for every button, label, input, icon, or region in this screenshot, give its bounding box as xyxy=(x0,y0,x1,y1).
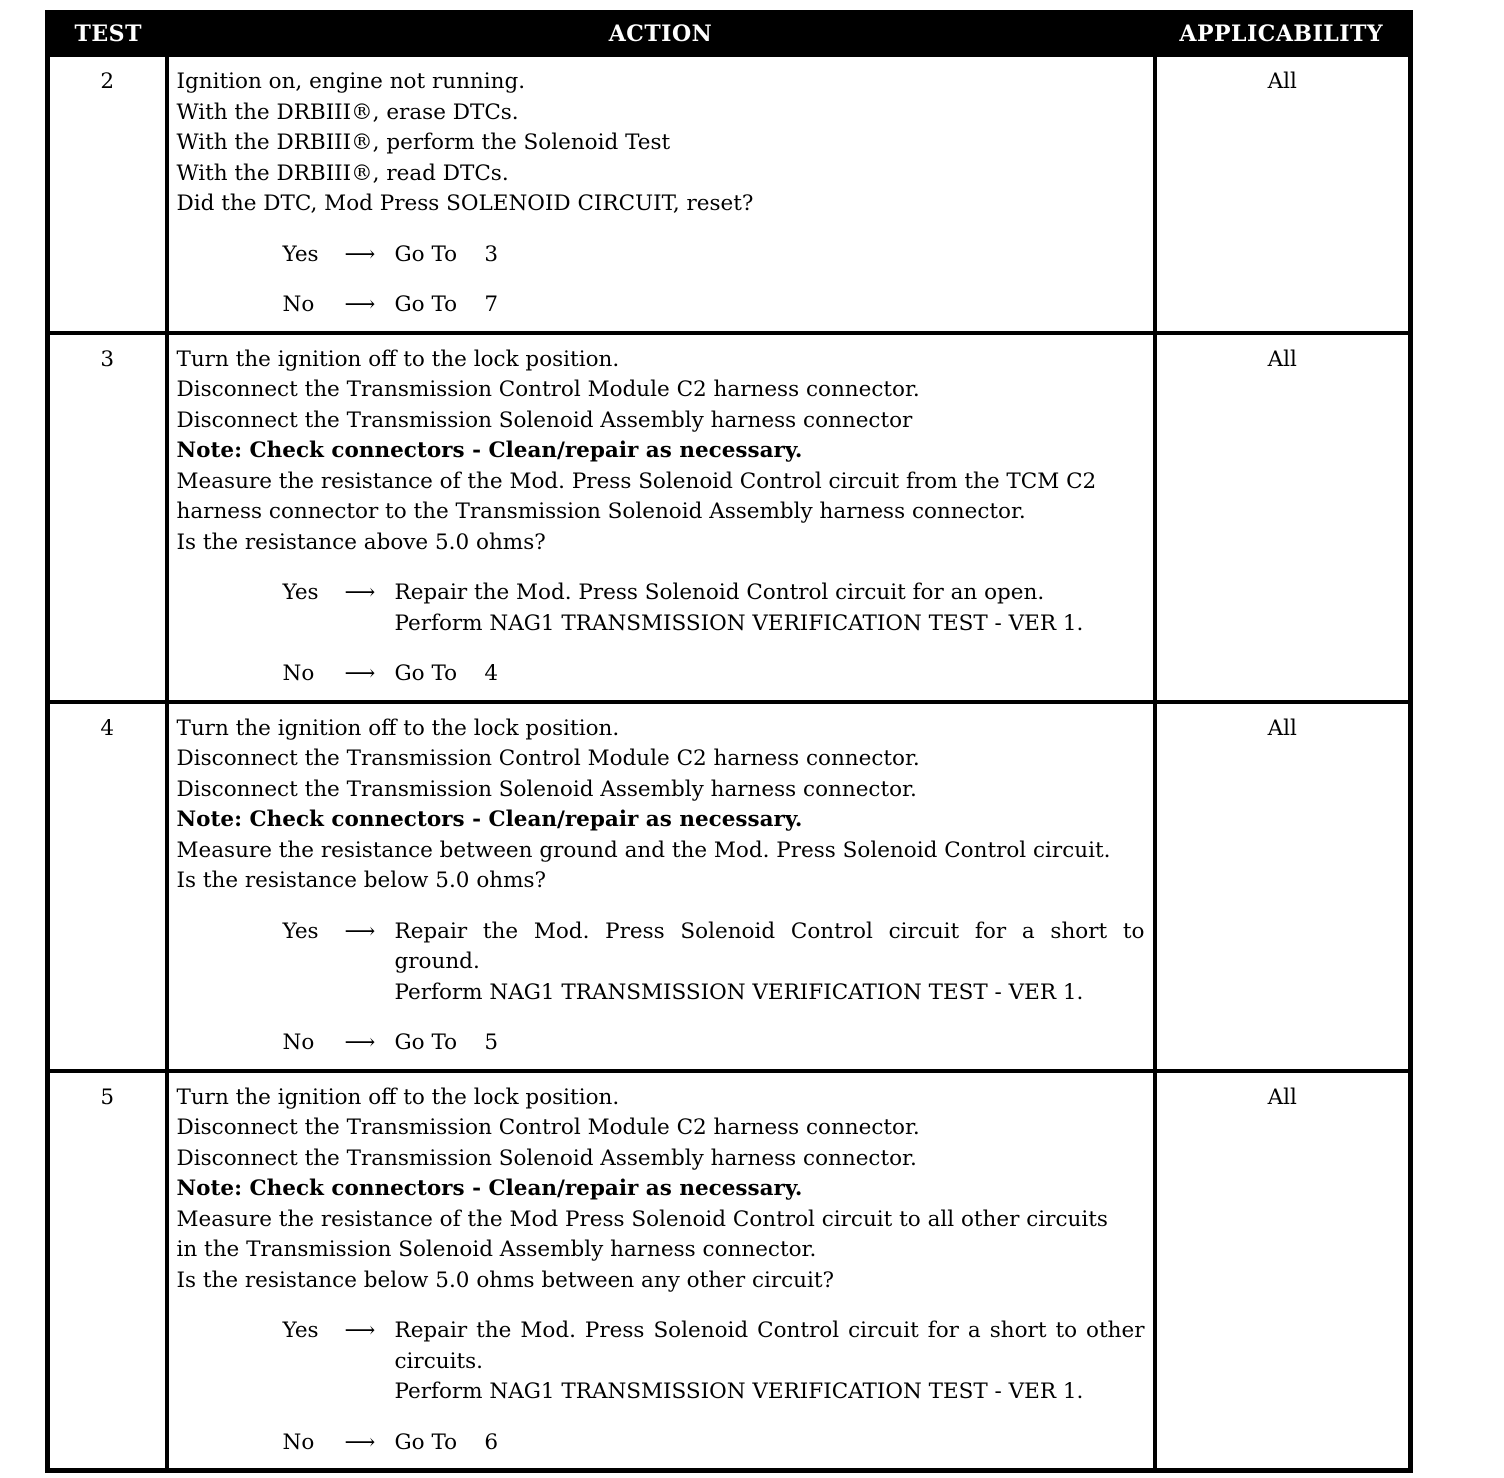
verification-instruction: Perform NAG1 TRANSMISSION VERIFICATION TEST - VER 1. xyxy=(394,1379,1084,1404)
arrow-icon: ⟶ xyxy=(344,661,376,686)
outcome-result xyxy=(395,1028,1145,1059)
action-step: With the DRBIII®, read DTCs. xyxy=(176,160,509,186)
outcome-result xyxy=(395,578,1145,639)
outcome-result xyxy=(395,1316,1145,1408)
table-header xyxy=(48,13,1411,56)
applicability-value: All xyxy=(1155,55,1411,333)
test-row xyxy=(48,333,1411,702)
test-number: 2 xyxy=(48,55,167,333)
table-body xyxy=(48,55,1411,1471)
outcome-yes xyxy=(283,578,1145,639)
test-number: 4 xyxy=(48,702,167,1071)
outcome-result xyxy=(395,917,1145,1009)
outcome-result xyxy=(395,1428,1145,1459)
header-row xyxy=(48,13,1411,56)
action-step: Measure the resistance of the Mod. Press Solenoid Control circuit from the TCM C2 xyxy=(176,468,1097,494)
action-step: Disconnect the Transmission Solenoid Assembly harness connector xyxy=(176,407,913,433)
arrow-icon: ⟶ xyxy=(344,1318,376,1343)
action-step: Turn the ignition off to the lock position. xyxy=(176,1084,620,1110)
answer-label: No xyxy=(282,661,315,686)
action-step: Turn the ignition off to the lock position. xyxy=(176,346,620,372)
answer-label: No xyxy=(282,1030,315,1055)
action-question: Is the resistance above 5.0 ohms? xyxy=(176,529,546,555)
action-step: Disconnect the Transmission Solenoid Assembly harness connector. xyxy=(176,776,917,802)
action-step: With the DRBIII®, perform the Solenoid Test xyxy=(176,130,671,155)
action-step: harness connector to the Transmission Solenoid Assembly harness connector. xyxy=(176,499,1026,524)
arrow-icon: ⟶ xyxy=(344,580,376,605)
verification-instruction: Perform NAG1 TRANSMISSION VERIFICATION TEST - VER 1. xyxy=(394,610,1084,636)
repair-instruction: Repair the Mod. Press Solenoid Control circuit for a short to ground. xyxy=(394,918,1145,974)
outcome-no xyxy=(283,290,1145,321)
goto-instruction: Go To 4 xyxy=(394,661,499,686)
outcome-yes xyxy=(283,917,1145,1009)
arrow-icon: ⟶ xyxy=(344,918,376,944)
action-step: With the DRBIII®, erase DTCs. xyxy=(176,99,519,125)
outcome-yes xyxy=(283,1316,1145,1408)
action-cell xyxy=(167,333,1155,702)
outcome-result xyxy=(395,659,1145,690)
answer-label: Yes xyxy=(282,241,319,267)
header-test: TEST xyxy=(48,13,167,56)
goto-instruction: Go To 3 xyxy=(394,241,499,267)
action-cell xyxy=(167,55,1155,333)
header-applicability: APPLICABILITY xyxy=(1155,13,1411,56)
arrow-icon: ⟶ xyxy=(344,241,376,267)
arrow-icon: ⟶ xyxy=(344,1030,376,1055)
action-step: Disconnect the Transmission Control Module C2 harness connector. xyxy=(176,377,920,402)
action-step: Measure the resistance of the Mod Press Solenoid Control circuit to all other circuits xyxy=(176,1206,1108,1232)
answer-label: Yes xyxy=(282,918,319,944)
answer-label: Yes xyxy=(282,580,319,605)
action-step: Disconnect the Transmission Control Module C2 harness connector. xyxy=(176,1115,920,1140)
goto-instruction: Go To 6 xyxy=(394,1429,499,1455)
action-step: Disconnect the Transmission Control Module C2 harness connector. xyxy=(176,746,920,771)
applicability-value: All xyxy=(1155,1071,1411,1471)
applicability-value: All xyxy=(1155,333,1411,702)
goto-instruction: Go To 5 xyxy=(394,1030,499,1055)
applicability-value: All xyxy=(1155,702,1411,1071)
answer-label: No xyxy=(282,1429,315,1455)
arrow-icon: ⟶ xyxy=(344,1429,376,1455)
action-step: Disconnect the Transmission Solenoid Assembly harness connector. xyxy=(176,1145,917,1171)
answer-label: Yes xyxy=(282,1318,319,1343)
arrow-icon: ⟶ xyxy=(344,292,376,317)
action-question: Is the resistance below 5.0 ohms? xyxy=(176,868,547,893)
test-row xyxy=(48,702,1411,1071)
test-row xyxy=(48,1071,1411,1471)
header-action: ACTION xyxy=(167,13,1155,56)
repair-instruction: Repair the Mod. Press Solenoid Control circuit for an open. xyxy=(394,580,1045,605)
outcome-result xyxy=(395,290,1145,321)
action-question: Is the resistance below 5.0 ohms between any other circuit? xyxy=(176,1267,835,1293)
action-step: Turn the ignition off to the lock position. xyxy=(176,715,620,741)
action-step: Ignition on, engine not running. xyxy=(176,69,526,94)
action-cell xyxy=(167,1071,1155,1471)
repair-instruction: Repair the Mod. Press Solenoid Control circuit for a short to other circuits. xyxy=(394,1318,1145,1374)
action-note: Note: Check connectors - Clean/repair as necessary. xyxy=(176,438,803,463)
answer-label: No xyxy=(282,292,315,317)
goto-instruction: Go To 7 xyxy=(394,292,499,317)
action-cell xyxy=(167,702,1155,1071)
outcome-no xyxy=(283,1028,1145,1059)
test-number: 5 xyxy=(48,1071,167,1471)
action-note: Note: Check connectors - Clean/repair as necessary. xyxy=(176,1176,803,1201)
outcome-result xyxy=(395,240,1145,271)
outcome-yes xyxy=(283,240,1145,271)
diagnostic-test-table xyxy=(45,10,1413,1473)
test-row xyxy=(48,55,1411,333)
outcome-no xyxy=(283,1428,1145,1459)
action-question: Did the DTC, Mod Press SOLENOID CIRCUIT, reset? xyxy=(176,191,754,216)
action-step: Measure the resistance between ground and the Mod. Press Solenoid Control circuit. xyxy=(176,837,1111,863)
verification-instruction: Perform NAG1 TRANSMISSION VERIFICATION TEST - VER 1. xyxy=(394,979,1084,1005)
outcome-no xyxy=(283,659,1145,690)
action-note: Note: Check connectors - Clean/repair as necessary. xyxy=(176,807,803,832)
test-number: 3 xyxy=(48,333,167,702)
action-step: in the Transmission Solenoid Assembly harness connector. xyxy=(176,1237,817,1262)
